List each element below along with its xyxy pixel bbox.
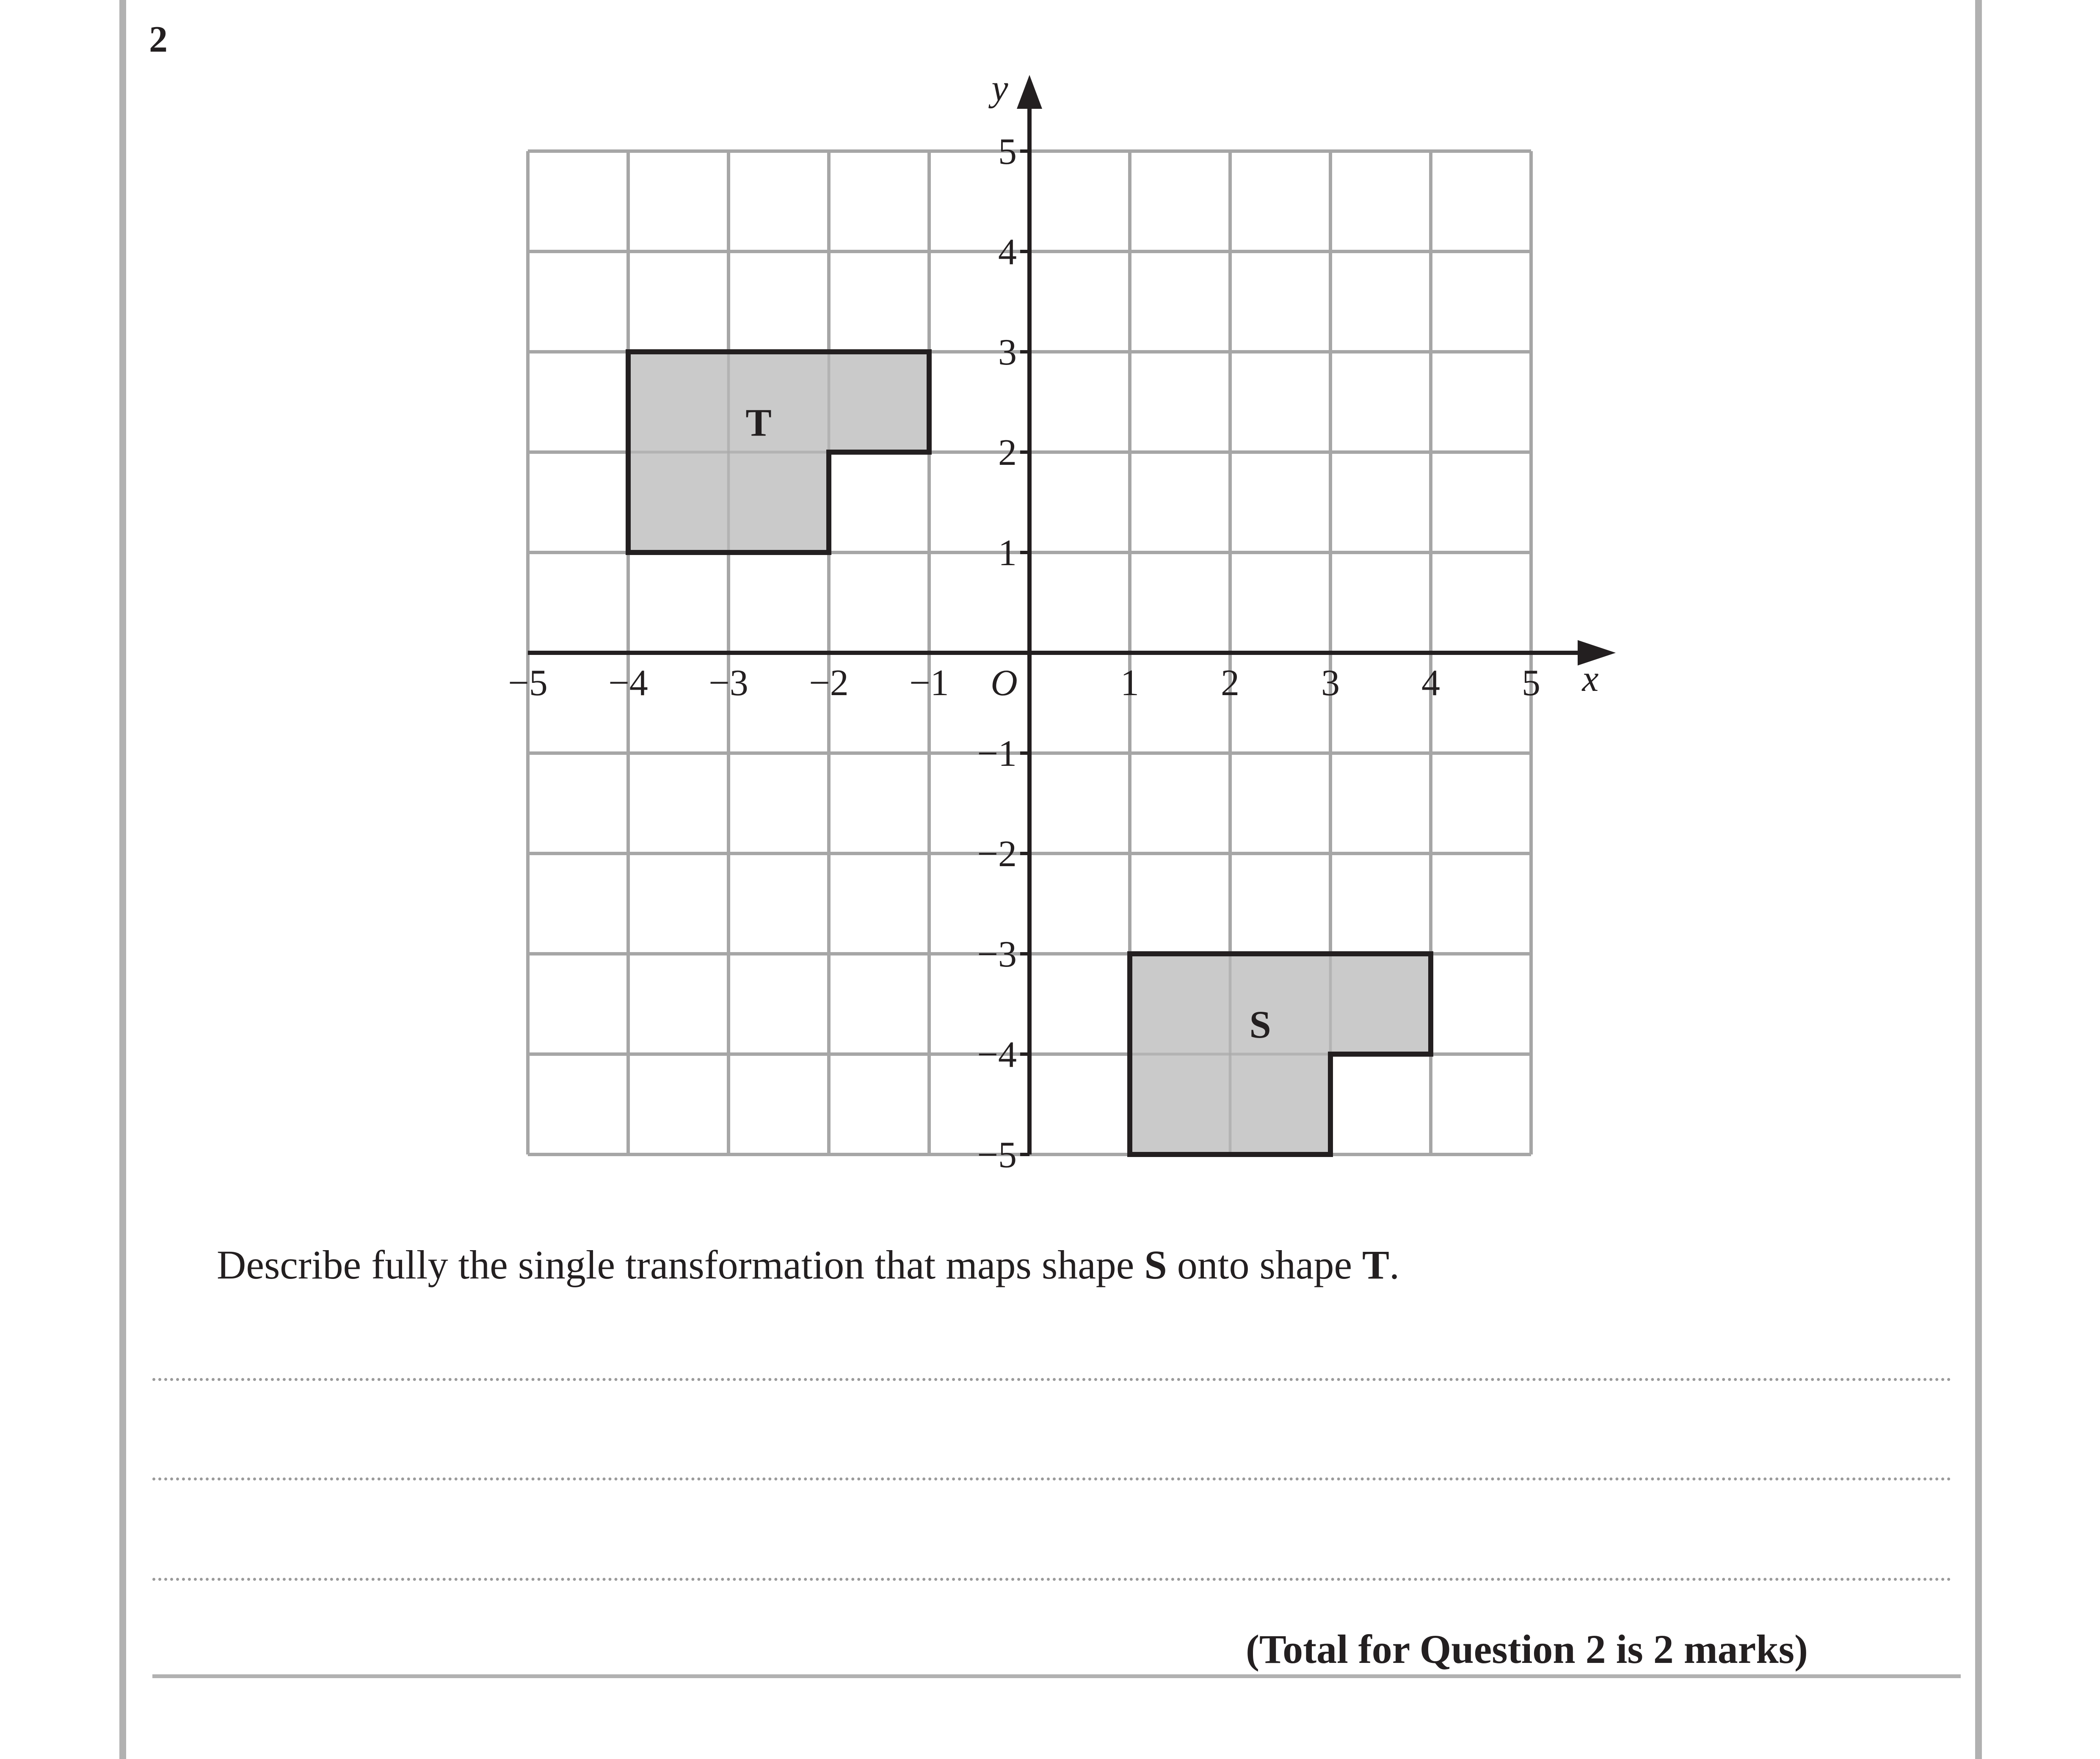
answer-line-2[interactable] xyxy=(152,1477,1951,1480)
shape-s-label: S xyxy=(1249,1002,1271,1046)
y-tick-label: 5 xyxy=(998,131,1017,172)
shape-t-label: T xyxy=(745,400,772,444)
y-tick-label: 3 xyxy=(998,332,1017,373)
y-tick-label: −3 xyxy=(977,934,1017,975)
y-tick-label: −2 xyxy=(977,834,1017,875)
x-tick-label: 2 xyxy=(1221,663,1239,704)
question-prompt xyxy=(217,1240,1399,1289)
x-tick-label: 5 xyxy=(1522,663,1540,704)
x-tick-label: 3 xyxy=(1321,663,1340,704)
x-tick-label: −2 xyxy=(809,663,849,704)
prompt-shape-t: T xyxy=(1362,1242,1390,1287)
x-tick-label: 4 xyxy=(1421,663,1440,704)
total-marks: (Total for Question 2 is 2 marks) xyxy=(1245,1626,1808,1672)
origin-label: O xyxy=(991,663,1018,704)
x-tick-label: −5 xyxy=(508,663,548,704)
y-tick-label: −1 xyxy=(977,733,1017,774)
x-tick-label: −1 xyxy=(909,663,949,704)
prompt-text-middle: onto shape xyxy=(1167,1242,1363,1287)
y-tick-label: −5 xyxy=(977,1135,1017,1176)
prompt-text-end: . xyxy=(1389,1242,1400,1287)
y-tick-label: −4 xyxy=(977,1034,1017,1075)
bottom-rule xyxy=(152,1674,1961,1678)
y-axis-arrow xyxy=(1017,75,1042,109)
x-tick-label: 1 xyxy=(1120,663,1139,704)
y-tick-label: 2 xyxy=(998,432,1017,473)
answer-line-3[interactable] xyxy=(152,1578,1951,1581)
question-number: 2 xyxy=(149,19,168,60)
y-axis-label: y xyxy=(991,68,1008,109)
x-tick-label: −4 xyxy=(608,663,648,704)
y-tick-label: 4 xyxy=(998,232,1017,273)
answer-line-1[interactable] xyxy=(152,1378,1951,1381)
y-tick-label: 1 xyxy=(998,533,1017,574)
prompt-text-start: Describe fully the single transformation that maps shape xyxy=(217,1242,1145,1287)
prompt-shape-s: S xyxy=(1144,1242,1167,1287)
x-axis-label: x xyxy=(1582,658,1599,699)
x-tick-label: −3 xyxy=(709,663,748,704)
